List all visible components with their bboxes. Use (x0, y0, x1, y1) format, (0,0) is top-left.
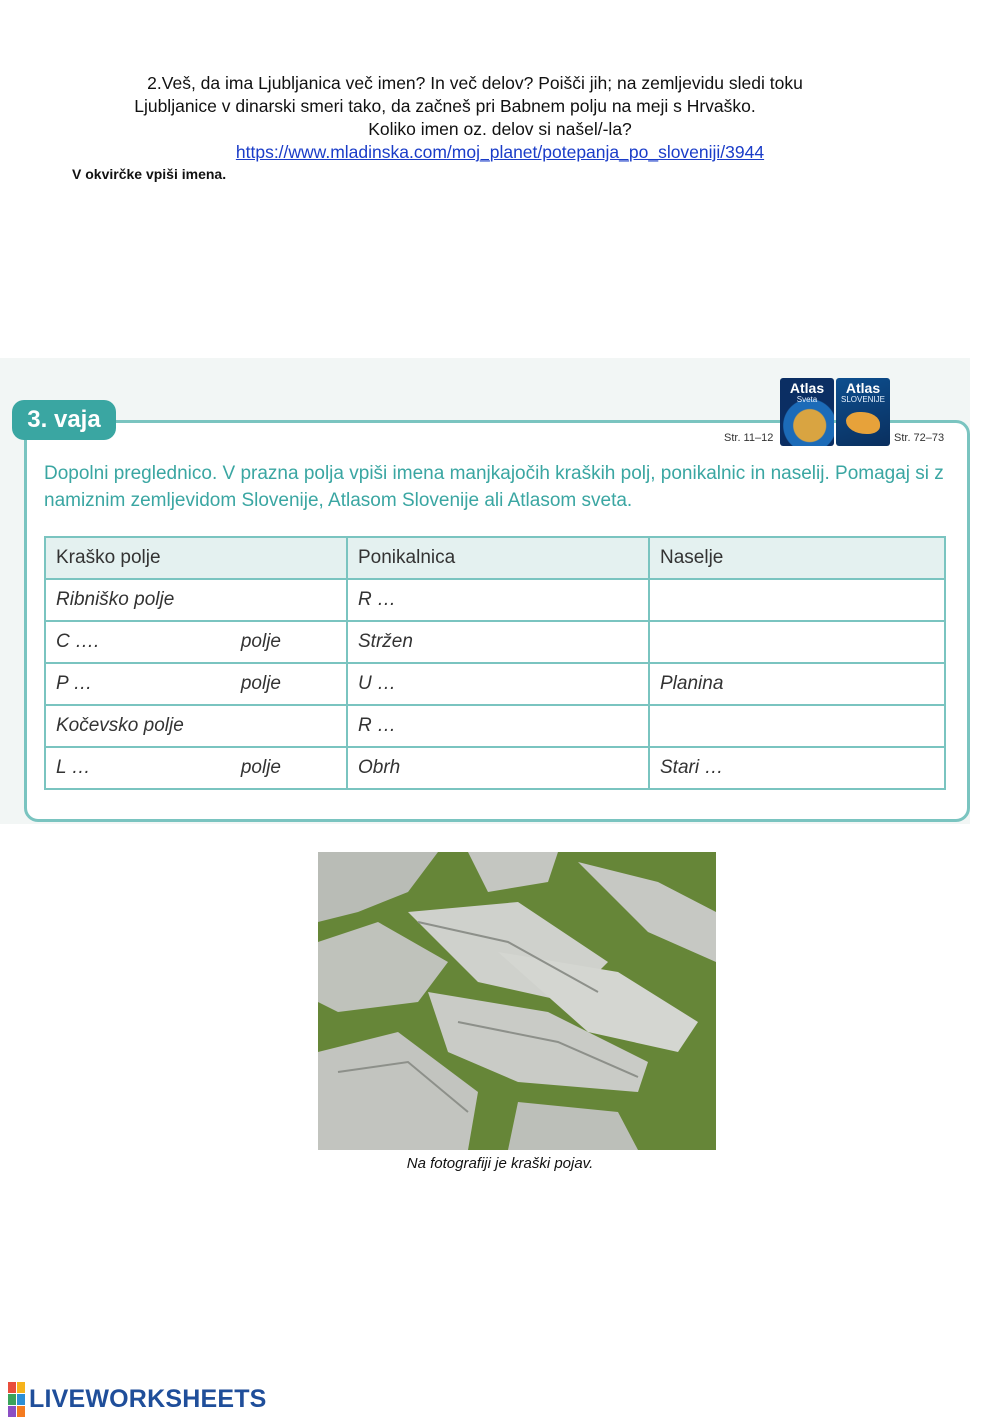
logo-block (8, 1406, 16, 1417)
logo-block (17, 1406, 25, 1417)
task-text: Dopolni preglednico. V prazna polja vpiši imena manjkajočih kraških polj, ponikalnic in naselij. Pomagaj si z namiznim zemljevidom Slovenije, Atlasom Slovenije ali Atlasom sveta. (44, 463, 944, 511)
intro-link-line (0, 141, 1000, 164)
cell-polje-suffix: polje (240, 757, 281, 778)
header-ponikalnica: Ponikalnica (347, 537, 649, 579)
cell-polje (45, 579, 347, 621)
exercise-badge: 3. vaja (12, 400, 116, 440)
intro-line-3: Koliko imen oz. delov si našel/-la? (368, 119, 632, 139)
table-row (45, 705, 945, 747)
intro-line-1: 2.Veš, da ima Ljubljanica več imen? In več delov? Poišči jih; na zemljevidu sledi toku (147, 73, 803, 93)
cell-polje (45, 621, 347, 663)
logo-block (8, 1382, 16, 1393)
cell-ponikalnica: Stržen (347, 621, 649, 663)
cell-naselje (649, 579, 945, 621)
cell-polje-suffix: polje (240, 673, 281, 694)
cell-ponikalnica: R … (347, 705, 649, 747)
atlas-sveta-subtitle: Sveta (796, 395, 818, 404)
slovenia-map-icon (846, 412, 880, 434)
exercise-panel (0, 358, 970, 824)
karst-photo (318, 852, 716, 1150)
table-header-row (45, 537, 945, 579)
intro-section (0, 72, 1000, 164)
page-ref-right: Str. 72–73 (894, 432, 945, 444)
logo-text: LIVEWORKSHEETS (29, 1385, 267, 1413)
liveworksheets-logo (8, 1382, 267, 1417)
table-row (45, 621, 945, 663)
atlas-sveta-title: Atlas (789, 380, 825, 396)
cell-ponikalnica: U … (347, 663, 649, 705)
instruction-text: V okvirčke vpiši imena. (72, 166, 227, 182)
table-row (45, 579, 945, 621)
logo-blocks-icon (8, 1382, 25, 1417)
cell-ponikalnica: Obrh (347, 747, 649, 789)
atlas-slovenije-subtitle: SLOVENIJE (840, 395, 885, 404)
cell-naselje (649, 621, 945, 663)
intro-line-2: Ljubljanice v dinarski smeri tako, da začneš pri Babnem polju na meji s Hrvaško. (134, 96, 756, 116)
header-naselje: Naselje (649, 537, 945, 579)
page-ref-left: Str. 11–12 (724, 432, 774, 444)
cell-polje-name: Kočevsko polje (56, 715, 184, 736)
logo-block (8, 1394, 16, 1405)
photo-caption: Na fotografiji je kraški pojav. (406, 1155, 594, 1172)
atlas-link[interactable]: https://www.mladinska.com/moj_planet/potepanja_po_sloveniji/3944 (235, 142, 765, 162)
cell-naselje: Stari … (649, 747, 945, 789)
cell-polje-name: C …. (56, 631, 100, 652)
logo-block (17, 1382, 25, 1393)
atlas-slovenije-cover (836, 378, 890, 446)
cell-naselje: Planina (649, 663, 945, 705)
cell-polje-name: L … (56, 757, 91, 778)
atlas-sveta-cover (780, 378, 834, 446)
cell-polje-suffix: polje (240, 631, 281, 652)
cell-polje-name: Ribniško polje (56, 589, 175, 610)
cell-polje-name: P … (56, 673, 93, 694)
atlas-slovenije-title: Atlas (845, 380, 881, 396)
karst-rock-image (318, 852, 716, 1150)
table-row (45, 747, 945, 789)
karst-table (44, 536, 946, 790)
cell-polje (45, 663, 347, 705)
cell-polje (45, 705, 347, 747)
header-krasko-polje: Kraško polje (45, 537, 347, 579)
cell-naselje (649, 705, 945, 747)
table-row (45, 663, 945, 705)
logo-block (17, 1394, 25, 1405)
cell-ponikalnica: R … (347, 579, 649, 621)
cell-polje (45, 747, 347, 789)
